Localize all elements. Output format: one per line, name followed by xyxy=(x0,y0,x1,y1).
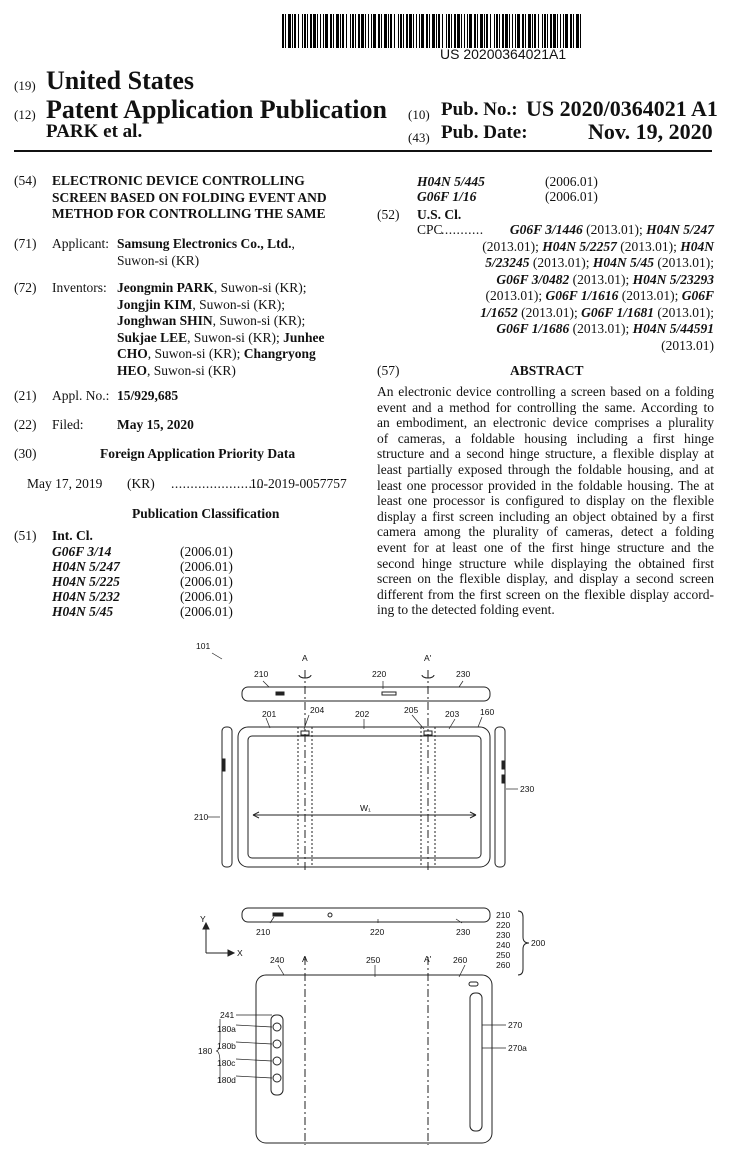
abstract-line: least one processor provided in the foldable housing. The at xyxy=(377,477,714,493)
stack-label-250: 250 xyxy=(496,950,511,960)
label-202: 202 xyxy=(355,709,370,719)
inventor-loc: , Suwon-si (KR); xyxy=(187,329,280,345)
priority-heading: Foreign Application Priority Data xyxy=(100,446,296,461)
class-code: H04N 5/225 xyxy=(52,574,120,589)
priority-dots: ........................ xyxy=(171,476,264,491)
label-180d: 180d xyxy=(217,1075,236,1085)
title-line: METHOD FOR CONTROLLING THE SAME xyxy=(52,206,326,221)
abstract-line: of cameras, a foldable housing including a first hinge xyxy=(377,430,714,446)
applicant-label: Applicant: xyxy=(52,236,109,251)
label-250: 250 xyxy=(366,955,381,965)
cpc-line: G06F 3/1446 (2013.01); H04N 5/247 xyxy=(509,222,714,237)
abstract-line: event and a method for controlling the same. According to xyxy=(377,399,714,415)
cpc-line: 1/1652 (2013.01); G06F 1/1681 (2013.01); xyxy=(480,304,714,320)
back-view xyxy=(256,975,492,1143)
uscl-label: U.S. Cl. xyxy=(417,207,462,222)
applicant-city: Suwon-si (KR) xyxy=(117,252,200,268)
label-180c: 180c xyxy=(217,1058,236,1068)
filed-label: Filed: xyxy=(52,417,84,432)
stack-label-240: 240 xyxy=(496,940,511,950)
class-version: (2006.01) xyxy=(180,589,233,604)
code-19: (19) xyxy=(14,78,36,93)
applicant-code: (71) xyxy=(14,236,37,251)
intcl-list xyxy=(52,544,252,624)
abstract-line: screen on the flexible display, and display a second screen xyxy=(377,571,714,587)
left-side-view xyxy=(222,727,232,867)
label-101: 101 xyxy=(196,641,211,651)
label-220-bottom: 220 xyxy=(370,927,385,937)
label-220-top: 220 xyxy=(372,669,387,679)
code-10: (10) xyxy=(408,107,430,122)
inventor-loc: , Suwon-si (KR); xyxy=(213,280,307,295)
label-205: 205 xyxy=(404,705,419,715)
cpc-line: 5/23245 (2013.01); H04N 5/45 (2013.01); xyxy=(485,255,714,270)
inventor-name: CHO xyxy=(117,346,148,361)
appl-label: Appl. No.: xyxy=(52,388,110,403)
applicant: Samsung Electronics Co., Ltd., Suwon-si (KR) xyxy=(117,236,295,268)
pub-date-label: Pub. Date: xyxy=(441,122,528,143)
barcode-number: US 20200364021A1 xyxy=(440,46,567,62)
title-line: ELECTRONIC DEVICE CONTROLLING xyxy=(52,173,305,188)
class-code: G06F 3/14 xyxy=(52,544,112,559)
inventor-loc: , Suwon-si (KR); xyxy=(147,346,241,361)
intcl-code: (51) xyxy=(14,528,37,543)
class-version: (2006.01) xyxy=(180,574,233,589)
inventor-name: Jonghwan SHIN xyxy=(117,313,213,328)
label-210-top: 210 xyxy=(254,669,269,679)
bracket-200 xyxy=(518,911,529,975)
class-version: (2006.01) xyxy=(180,544,233,559)
label-x: X xyxy=(237,948,243,958)
label-230-bottom: 230 xyxy=(456,927,471,937)
uscl-code: (52) xyxy=(377,207,400,222)
class-version: (2006.01) xyxy=(545,189,598,204)
abstract-line: An electronic device controlling a screen based on a folding xyxy=(377,384,714,399)
country: United States xyxy=(46,66,195,95)
filed-code: (22) xyxy=(14,417,37,432)
abstract-line: camera among the plurality of cameras, detect a folding xyxy=(377,524,714,540)
header-rule xyxy=(14,150,712,152)
class-code: H04N 5/45 xyxy=(52,604,114,619)
abstract-line: display a first screen including an object obtained by a first xyxy=(377,508,714,524)
appl-number: 15/929,685 xyxy=(117,388,179,403)
intcl-label: Int. Cl. xyxy=(52,528,93,543)
label-a: A xyxy=(302,653,308,663)
cpc-dots: ........... xyxy=(441,222,484,237)
abstract-text xyxy=(377,384,714,618)
label-160: 160 xyxy=(480,707,495,717)
abstract-line: least one processor is configured to display on the flexible xyxy=(377,493,714,509)
label-230-top: 230 xyxy=(456,669,471,679)
abstract-line: structure and a second hinge structure, a flexible display at xyxy=(377,446,714,462)
bottom-edge-view xyxy=(242,908,490,922)
priority-country: (KR) xyxy=(127,476,155,491)
class-version: (2006.01) xyxy=(545,174,598,189)
code-43: (43) xyxy=(408,130,430,145)
filed-date: May 15, 2020 xyxy=(117,417,194,432)
class-version: (2006.01) xyxy=(180,604,233,619)
appl-code: (21) xyxy=(14,388,37,403)
label-a-prime: A' xyxy=(424,653,432,663)
front-view xyxy=(238,727,490,867)
inventor-short: PARK et al. xyxy=(46,121,143,142)
axis-indicator xyxy=(203,923,234,956)
cpc-classifications xyxy=(446,222,714,354)
label-210-bottom: 210 xyxy=(256,927,271,937)
label-180a: 180a xyxy=(217,1024,236,1034)
inventor-name: Junhee xyxy=(283,329,325,345)
class-code: G06F 1/16 xyxy=(417,189,477,204)
label-180b: 180b xyxy=(217,1041,236,1051)
cpc-line: (2013.01); H04N 5/2257 (2013.01); H04N xyxy=(482,238,714,254)
invention-title xyxy=(52,173,327,223)
inventor-loc: , Suwon-si (KR); xyxy=(212,313,306,328)
label-201: 201 xyxy=(262,709,277,719)
priority-date: May 17, 2019 xyxy=(27,476,103,491)
label-w1: W₁ xyxy=(360,803,371,813)
title-line: SCREEN BASED ON FOLDING EVENT AND xyxy=(52,189,327,205)
abstract-line: different from the first screen on the flexible display accord- xyxy=(377,586,714,602)
label-180: 180 xyxy=(198,1046,213,1056)
label-203: 203 xyxy=(445,709,460,719)
inventor-name: HEO xyxy=(117,362,148,378)
inventor-name: Jeongmin PARK xyxy=(117,280,214,295)
right-side-view xyxy=(495,727,505,867)
cpc-line: G06F 3/0482 (2013.01); H04N 5/23293 xyxy=(496,271,714,287)
class-code: H04N 5/247 xyxy=(52,559,120,574)
pub-date: Nov. 19, 2020 xyxy=(588,119,713,144)
label-a-prime-back: A' xyxy=(424,954,432,964)
pub-no: US 2020/0364021 A1 xyxy=(526,96,718,121)
label-260: 260 xyxy=(453,955,468,965)
priority-code: (30) xyxy=(14,446,37,461)
inventors-label: Inventors: xyxy=(52,280,107,295)
class-version: (2006.01) xyxy=(180,559,233,574)
label-y: Y xyxy=(200,914,206,924)
stack-label-230: 230 xyxy=(496,930,511,940)
label-270a: 270a xyxy=(508,1043,527,1053)
title-code: (54) xyxy=(14,173,37,188)
patent-figure xyxy=(150,635,590,1150)
label-204: 204 xyxy=(310,705,325,715)
label-210-side: 210 xyxy=(194,812,209,822)
applicant-name: Samsung Electronics Co., Ltd. xyxy=(117,236,292,251)
label-200: 200 xyxy=(531,938,546,948)
label-230-side: 230 xyxy=(520,784,535,794)
label-a-back: A xyxy=(302,954,308,964)
cpc-line: (2013.01) xyxy=(661,337,714,353)
abstract-line: ing to the detected folding event. xyxy=(377,602,555,618)
cpc-label: CPC xyxy=(417,222,443,237)
inventor-name: Sukjae LEE xyxy=(117,329,188,345)
abstract-line: an embodiment, an electronic device comprises a plurality xyxy=(377,415,714,431)
pubclass-heading: Publication Classification xyxy=(132,506,280,521)
inventors-code: (72) xyxy=(14,280,37,295)
stack-label-220: 220 xyxy=(496,920,511,930)
label-241: 241 xyxy=(220,1010,235,1020)
abstract-line: least partially exposed through the foldable housing, and at xyxy=(377,461,714,477)
class-code: H04N 5/232 xyxy=(52,589,120,604)
inventor-name: Jongjin KIM xyxy=(117,296,193,312)
label-240: 240 xyxy=(270,955,285,965)
inventor-loc: , Suwon-si (KR) xyxy=(147,362,236,378)
abstract-line: event for at least one of the first hinge structure and the xyxy=(377,539,714,555)
priority-number: 10-2019-0057757 xyxy=(250,476,347,491)
inventor-loc: , Suwon-si (KR); xyxy=(192,296,286,312)
inventor-name: Changryong xyxy=(243,346,316,361)
barcode xyxy=(282,14,582,48)
publication-type: Patent Application Publication xyxy=(46,95,387,124)
intcl-continued xyxy=(417,174,617,206)
stack-label-210: 210 xyxy=(496,910,511,920)
inventors-list xyxy=(117,280,347,379)
cpc-line: G06F 1/1686 (2013.01); H04N 5/44591 xyxy=(496,321,714,336)
pub-no-label: Pub. No.: xyxy=(441,99,518,120)
label-270: 270 xyxy=(508,1020,523,1030)
top-edge-view xyxy=(242,687,490,701)
code-12: (12) xyxy=(14,107,36,122)
cpc-line: (2013.01); G06F 1/1616 (2013.01); G06F xyxy=(485,288,714,303)
abstract-line: second hinge structure while displaying the obtained first xyxy=(377,555,714,571)
abstract-heading: ABSTRACT xyxy=(510,363,584,378)
stack-label-260: 260 xyxy=(496,960,511,970)
abstract-code: (57) xyxy=(377,363,400,378)
class-code: H04N 5/445 xyxy=(417,174,485,189)
